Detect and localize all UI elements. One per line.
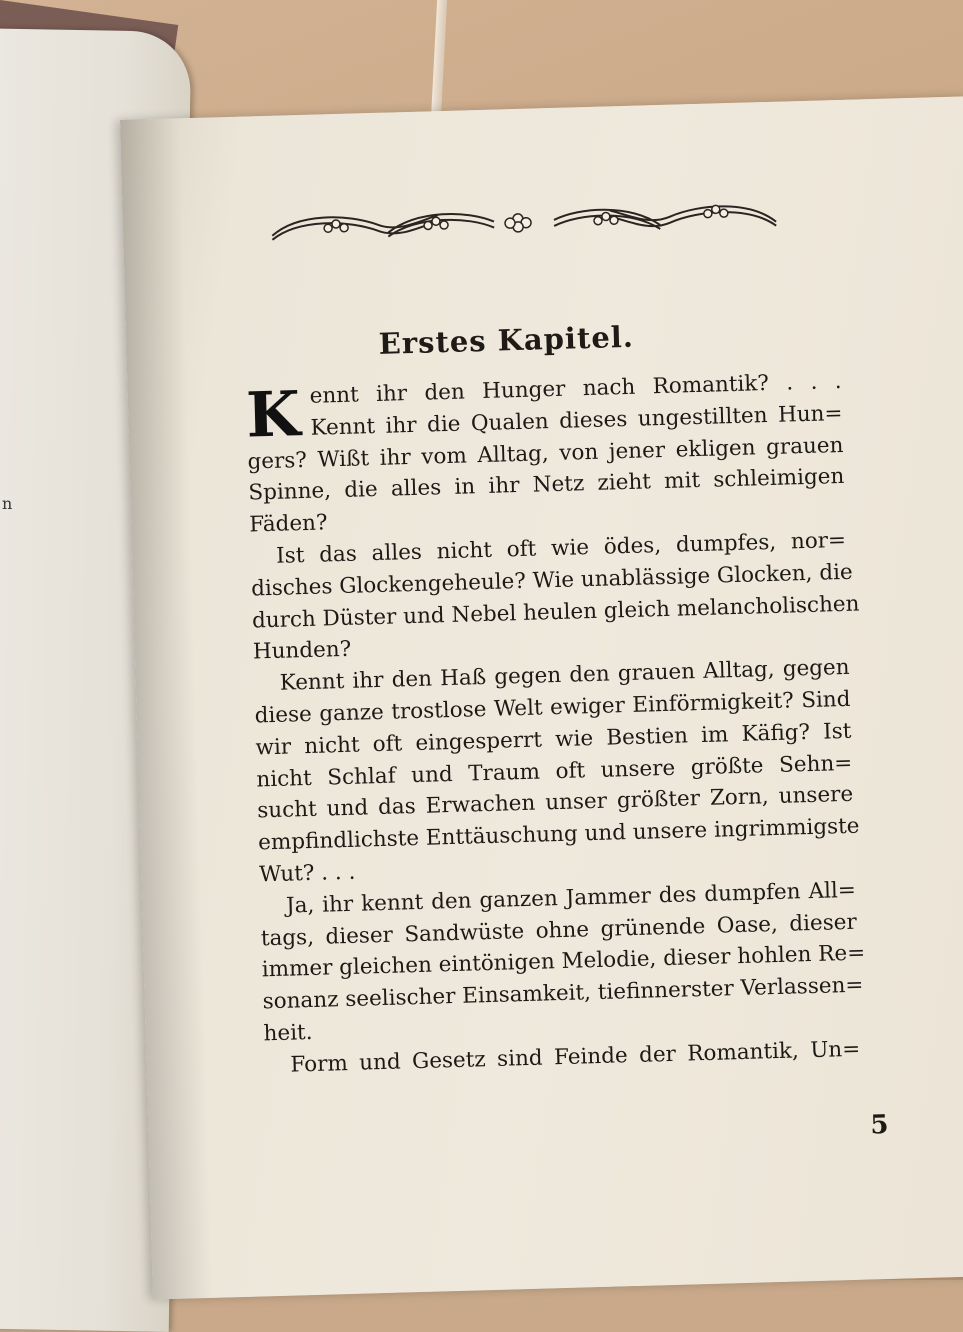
text-line: gers? Wißt ihr vom Alltag, von jener ekligen grauen [247, 432, 844, 475]
text-line: Hunden? [252, 637, 352, 665]
text-line: diese ganze trostlose Welt ewiger Einförmigkeit? Sind [254, 686, 851, 729]
text-line: empfindlichste Enttäuschung und unsere ingrimmigste [257, 813, 860, 856]
paragraph-4 [260, 875, 866, 1051]
chapter-body-text [245, 366, 866, 1082]
text-line: wir nicht oft eingesperrt wie Bestien im Käfig? Ist [255, 718, 852, 761]
text-line: Ja, ihr kennt den ganzen Jammer des dumpfen All= [285, 877, 857, 919]
floral-vine-ornament-icon [267, 192, 780, 250]
paragraph-3 [253, 652, 860, 891]
chapter-title: Erstes Kapitel. [378, 319, 635, 361]
text-line: Ist das alles nicht oft wie ödes, dumpfes, nor= [275, 527, 847, 569]
text-line: Kennt ihr den Haß gegen den grauen Alltag, gegen [279, 655, 850, 696]
text-line: Form und Gesetz sind Feinde der Romantik, Un= [290, 1036, 861, 1078]
text-line: immer gleichen eintönigen Melodie, dieser hohlen Re= [261, 940, 866, 983]
text-line: disches Glockengeheule? Wie unablässige Glocken, die [250, 559, 853, 602]
text-line: nicht Schlaf und Traum oft unsere größte Sehn= [256, 750, 853, 793]
text-line: tags, dieser Sandwüste ohne grünende Oase, dieser [260, 909, 858, 951]
paragraph-1 [245, 366, 845, 542]
text-line: Kennt ihr die Qualen dieses ungestillten Hun= [310, 400, 843, 441]
text-line: Wut? . . . [258, 859, 356, 888]
text-line: Fäden? [249, 510, 328, 538]
right-page [120, 96, 963, 1299]
page-number: 5 [869, 1109, 889, 1141]
text-line: heit. [263, 1019, 313, 1047]
paragraph-2 [250, 525, 860, 669]
text-line: sonanz seelischer Einsamkeit, tiefinnerster Verlassen= [262, 972, 864, 1015]
text-line: ennt ihr den Hunger nach Romantik? . . . [309, 368, 842, 409]
text-line: sucht und das Erwachen unser größter Zorn, unsere [257, 782, 854, 824]
drop-cap: K [245, 377, 302, 452]
left-page-edge-letter: n [2, 494, 13, 513]
text-line: Spinne, die alles in ihr Netz zieht mit schleimigen [248, 464, 845, 506]
text-line: durch Düster und Nebel heulen gleich melancholischen [251, 591, 860, 634]
